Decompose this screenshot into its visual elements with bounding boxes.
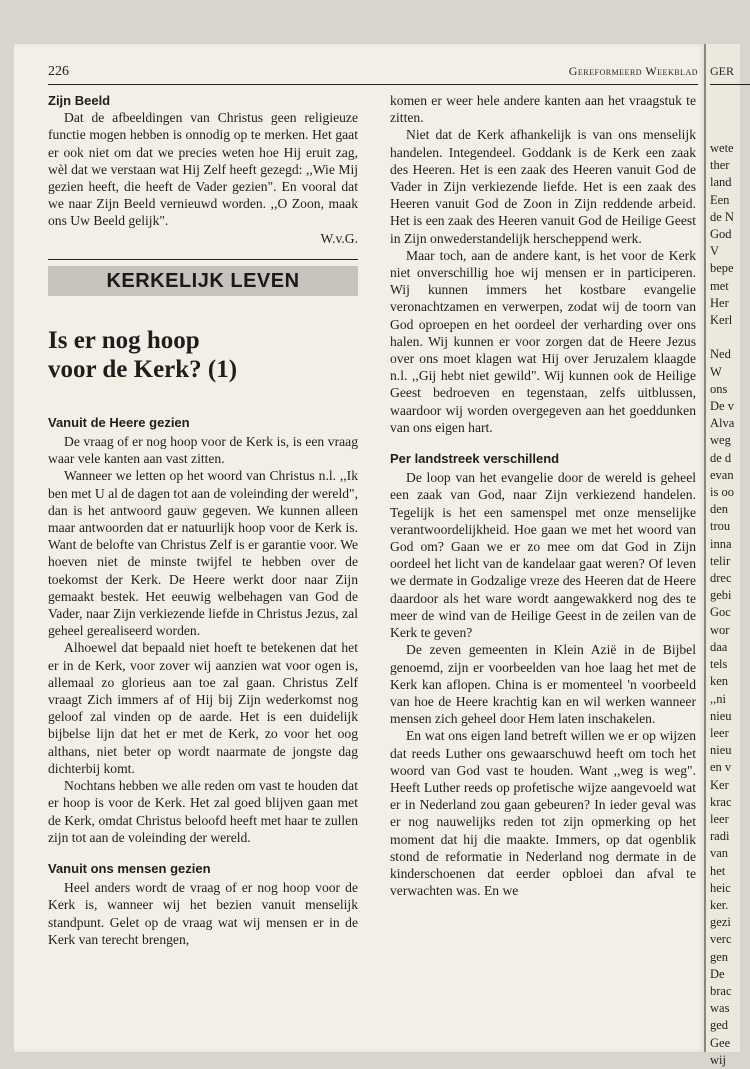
next-page-fragment: W — [710, 364, 722, 379]
paragraph: Wanneer we letten op het woord van Christus n.l. ,,Ik ben met U al de dagen tot aan de voleinding der wereld", dan is het antwoord gauw gegeven. We kunnen alleen maar antwoorden dat er natuurlijk hoop voor de Kerk is. Want de belofte van Christus Zelf is er garantie voor. We hoeven niet de minste twijfel te hebben over de toekomst der Kerk. De Heere werkt door naar Zijn gemaakt bestek. Het eeuwig welbehagen van God de Vader, naar Zijn verkiezende liefde in Christus Jezus, zal geheel gerealiseerd worden. — [48, 468, 358, 639]
article-title-line: voor de Kerk? (1) — [48, 355, 238, 383]
next-page-fragment: is oo — [710, 485, 734, 500]
paragraph: Dat de afbeeldingen van Christus geen religieuze functie mogen hebben is onnodig op te merken. Het gaat er ook niet om dat we precies weten hoe Hij eruit zag, wèl dat we verstaan wat Hij Zelf heeft gezegd: ,,Wie Mij gezien heeft, die heeft de Vader gezien". En vooral dat we naar Zijn Beeld vernieuwd worden. ,,O Zoon, maak ons Uw Beeld gelijk". — [48, 110, 358, 229]
next-page-fragment: den — [710, 502, 729, 517]
next-page-fragment: wij — [710, 1052, 726, 1067]
paragraph: Nochtans hebben we alle reden om vast te houden dat er hoop is voor de Kerk. Het zal goed blijven gaan met de Kerk, omdat Christus beloofd heeft met haar te zullen zijn tot aan de voleinding der wereld. — [48, 778, 358, 845]
article-title — [48, 326, 358, 384]
next-page-fragment: land — [710, 175, 732, 190]
paragraph: Alhoewel dat bepaald niet hoeft te betekenen dat het er in de Kerk, voor zover wij aanzien wat voor ogen is, allemaal zo glorieus aan toe zal gaan. Christus Zelf vraagt Zich immers af of Hij bij Zijn wederkomst nog geloof zal vinden op de aarde. Het is een duidelijk bijbelse lijn dat het er met de Kerk, zo voor het oog althans, niet beter op wordt naarmate de jongste dag dichterbij komt. — [48, 640, 358, 776]
next-page-fragment: radi — [710, 829, 730, 844]
next-page-edge — [704, 44, 740, 1067]
next-page-fragment: inna — [710, 536, 732, 551]
next-page-fragment: krac — [710, 794, 732, 809]
next-page-fragment: het — [710, 863, 726, 878]
next-page-fragment: weg — [710, 433, 731, 448]
next-page-fragment: ,,ni — [710, 691, 726, 706]
next-page-fragment: daa — [710, 639, 728, 654]
next-page-fragment: was — [710, 1001, 730, 1016]
next-page-fragment: tels — [710, 657, 728, 672]
next-page-fragment: gebi — [710, 588, 732, 603]
paragraph: komen er weer hele andere kanten aan het vraagstuk te zitten. — [390, 93, 696, 126]
next-page-fragment: gezi — [710, 915, 731, 930]
next-page-fragment: Alva — [710, 416, 735, 431]
next-page-fragment: Ned — [710, 347, 731, 362]
next-page-fragment: heic — [710, 880, 731, 895]
next-page-fragment: van — [710, 846, 729, 861]
section-banner: KERKELIJK LEVEN — [48, 266, 358, 296]
next-page-fragment: brac — [710, 983, 732, 998]
subheading: Per landstreek verschillend — [390, 451, 560, 467]
next-page-fragment: V — [710, 244, 720, 259]
next-page-fragment: ged — [710, 1018, 729, 1033]
divider — [48, 259, 358, 260]
next-page-fragment: wete — [710, 141, 734, 155]
next-page-fragment: drec — [710, 571, 732, 586]
next-page-fragment: Goc — [710, 605, 731, 620]
next-page-fragment: verc — [710, 932, 732, 947]
next-page-fragment: De v — [710, 399, 734, 414]
next-page-fragments — [710, 140, 734, 1069]
right-column — [390, 92, 696, 899]
next-page-fragment: gen — [710, 949, 729, 964]
author-signature: W.v.G. — [320, 230, 358, 246]
paragraph: De vraag of er nog hoop voor de Kerk is, is een vraag waar vele kanten aan vast zitten. — [48, 434, 358, 467]
paragraph: De loop van het evangelie door de wereld is geheel een zaak van God, naar Zijn verkiezend handelen. Tegelijk is het een samenspel met onze menselijke verantwoordelijkheid. Hoe gaan we met het woord van God om? Gaan we er zo mee om dat God in Zijn oordeel het licht van de kandelaar gaat weren? Of leven we dermate in Godzalige vreze des Heeren dat de Heere daardoor als het ware wordt aangewakkerd nog des te meer de wind van de Heilige Geest in de zeilen van de Kerk te geven? — [390, 470, 696, 641]
next-page-fragment: evan — [710, 467, 734, 482]
next-page-fragment: de d — [710, 450, 732, 465]
article-title-line: Is er nog hoop — [48, 326, 200, 354]
paragraph: Heel anders wordt de vraag of er nog hoop voor de Kerk is, wanneer wij het bezien vanuit menselijk standpunt. Gelet op de vraag wat wij mensen er in de Kerk van terecht brengen, — [48, 880, 358, 947]
next-page-fragment: nieu — [710, 743, 732, 758]
paragraph: Niet dat de Kerk afhankelijk is van ons menselijk handelen. Integendeel. Goddank is de Kerk een zaak des Heeren. Het is een zaak des Heeren vanuit God de Vader in Zijn verkiezende liefde. Het is een zaak des Heeren vanuit God de Zoon in Zijn reddende arbeid. Het is een zaak des Heeren vanuit God de Heilige Geest in Zijn onwederstandelijk herscheppend werk. — [390, 127, 696, 246]
next-page-fragment: bepe — [710, 261, 734, 276]
paragraph: De zeven gemeenten in Klein Azië in de Bijbel genoemd, zijn er voorbeelden van hoe laag het met de Kerk kan aflopen. China is er momenteel 'n voorbeeld van hoe de Heere krachtig kan en wil werken wanneer mensen zich geheel door Hem laten inschakelen. — [390, 642, 696, 727]
next-page-fragment: wor — [710, 622, 730, 637]
next-page-fragment: leer — [710, 725, 729, 740]
next-page-fragment: Een — [710, 192, 730, 207]
next-page-fragment: en v — [710, 760, 732, 775]
left-column — [48, 92, 358, 948]
next-page-fragment: leer — [710, 811, 729, 826]
journal-title: Gereformeerd Weekblad — [568, 64, 698, 78]
next-page-fragment: Gee — [710, 1035, 731, 1050]
next-page-fragment: Her — [710, 295, 729, 310]
next-page-fragment: ons — [710, 381, 728, 396]
next-page-fragment: God — [710, 227, 732, 242]
next-page-fragment: trou — [710, 519, 731, 534]
next-page-fragment: met — [710, 278, 729, 293]
paragraph: En wat ons eigen land betreft willen we er op wijzen dat reeds Luther ons gewaarschuwd heeft om toch het woord van God vast te houden. Want ,,weg is weg". Heeft Luther reeds op profetische wijze aangevoeld wat er in Nederland zou gaan gebeuren? In ieder geval was er nog nauwelijks reden tot zijn opmerking op het moment dat hij die maakte. Immers, op dat ogenblik stond de reformatie in Nederland nog dermate in de kinderschoenen dat eerder opbloei dan afval te verwachten was. En we — [390, 728, 696, 899]
next-page-fragment: nieu — [710, 708, 732, 723]
next-page-fragment: De — [710, 966, 725, 981]
next-page-fragment: Kerl — [710, 313, 733, 328]
next-page-fragment: ken — [710, 674, 729, 689]
paragraph: Maar toch, aan de andere kant, is het voor de Kerk niet onverschillig hoe wij mensen er in participeren. Wij kunnen immers het kostbare evangelie veronachtzamen en verwerpen, zodat wij de toorn van God oproepen en het oordeel der verharding over ons halen. Wij kunnen er voor zorgen dat de Heere Jezus over ons moet klagen wat Hij over Jeruzalem klaagde n.l. ,,Gij hebt niet gewild". Wij kunnen ook de Heilige Geest bedroeven en tegenstaan, zelfs uitblussen, waardoor wij worden overgegeven aan het goeddunken van ons eigen hart. — [390, 247, 696, 435]
next-page-fragment: ker. — [710, 897, 729, 912]
next-page-fragment: Ker — [710, 777, 729, 792]
page-number: 226 — [48, 64, 69, 79]
page-header — [48, 64, 698, 85]
next-page-fragment: ther — [710, 158, 730, 173]
next-page-fragment — [710, 329, 734, 346]
next-page-fragment: telir — [710, 553, 731, 568]
section-heading-zijn-beeld: Zijn Beeld — [48, 93, 111, 108]
next-page-fragment: de N — [710, 209, 734, 224]
subheading: Vanuit de Heere gezien — [48, 414, 190, 430]
subheading: Vanuit ons mensen gezien — [48, 860, 211, 876]
next-page-header: GER — [710, 64, 750, 85]
